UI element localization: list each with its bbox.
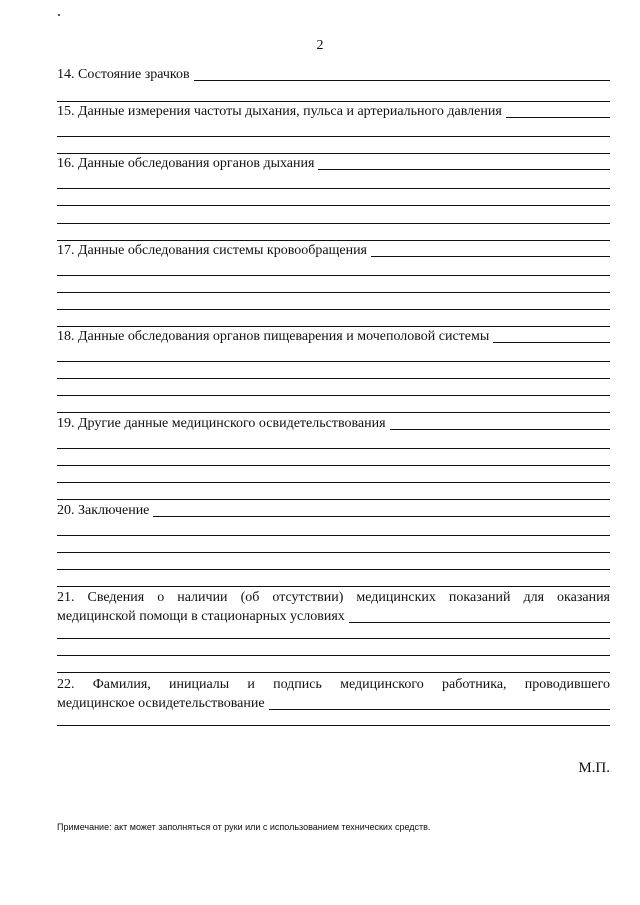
- field-17-input[interactable]: [371, 256, 610, 257]
- blank-line[interactable]: [57, 395, 610, 396]
- blank-line[interactable]: [57, 309, 610, 310]
- blank-line[interactable]: [57, 326, 610, 327]
- field-15-input[interactable]: [506, 117, 610, 118]
- field-17-circulatory: [57, 243, 610, 259]
- blank-line[interactable]: [57, 275, 610, 276]
- blank-line[interactable]: [57, 638, 610, 639]
- blank-line[interactable]: [57, 378, 610, 379]
- field-22-label-line2: медицинское освидетельствование: [57, 696, 265, 711]
- blank-line[interactable]: [57, 223, 610, 224]
- field-16-label: 16. Данные обследования органов дыхания: [57, 156, 315, 171]
- field-15-vitals: [57, 104, 610, 120]
- field-16-input[interactable]: [318, 169, 610, 170]
- field-14-input[interactable]: [194, 80, 610, 81]
- field-19-input[interactable]: [390, 429, 610, 430]
- field-19-label: 19. Другие данные медицинского освидетельствования: [57, 416, 386, 431]
- field-17-label: 17. Данные обследования системы кровообращения: [57, 243, 367, 258]
- field-20-conclusion: [57, 503, 610, 519]
- blank-line[interactable]: [57, 136, 610, 137]
- blank-line[interactable]: [57, 205, 610, 206]
- blank-line[interactable]: [57, 465, 610, 466]
- field-22-label-line1: 22. Фамилия, инициалы и подпись медицинского работника, проводившего: [57, 677, 610, 692]
- field-20-input[interactable]: [153, 516, 610, 517]
- blank-line[interactable]: [57, 552, 610, 553]
- stamp-place-label: М.П.: [578, 760, 610, 776]
- field-21-input[interactable]: [349, 622, 610, 623]
- field-14-label: 14. Состояние зрачков: [57, 67, 190, 82]
- blank-line[interactable]: [57, 101, 610, 102]
- field-22-input[interactable]: [269, 709, 610, 710]
- blank-line[interactable]: [57, 240, 610, 241]
- blank-line[interactable]: [57, 188, 610, 189]
- blank-line[interactable]: [57, 448, 610, 449]
- field-18-input[interactable]: [493, 342, 610, 343]
- field-21-hospital-indications: [57, 609, 610, 625]
- page-number: 2: [316, 38, 324, 53]
- blank-line[interactable]: [57, 412, 610, 413]
- field-21-label-line1: 21. Сведения о наличии (об отсутствии) медицинских показаний для оказания: [57, 590, 610, 605]
- blank-line[interactable]: [57, 655, 610, 656]
- blank-line[interactable]: [57, 361, 610, 362]
- field-18-label: 18. Данные обследования органов пищеварения и мочеполовой системы: [57, 329, 490, 344]
- field-19-other-data: [57, 416, 610, 432]
- footnote: Примечание: акт может заполняться от руки или с использованием технических средств.: [57, 822, 431, 832]
- field-20-label: 20. Заключение: [57, 503, 150, 518]
- field-14-pupils: [57, 67, 610, 83]
- field-15-label: 15. Данные измерения частоты дыхания, пульса и артериального давления: [57, 104, 502, 119]
- field-21-label-line2: медицинской помощи в стационарных условиях: [57, 609, 345, 624]
- blank-line[interactable]: [57, 725, 610, 726]
- blank-line[interactable]: [57, 292, 610, 293]
- blank-line[interactable]: [57, 499, 610, 500]
- blank-line[interactable]: [57, 569, 610, 570]
- blank-line[interactable]: [57, 586, 610, 587]
- field-22-examiner: [57, 696, 610, 712]
- blank-line[interactable]: [57, 672, 610, 673]
- blank-line[interactable]: [57, 535, 610, 536]
- blank-line[interactable]: [57, 482, 610, 483]
- blank-line[interactable]: [57, 153, 610, 154]
- field-16-respiratory: [57, 156, 610, 172]
- field-18-digestive: [57, 329, 610, 345]
- scan-speck: [58, 14, 60, 16]
